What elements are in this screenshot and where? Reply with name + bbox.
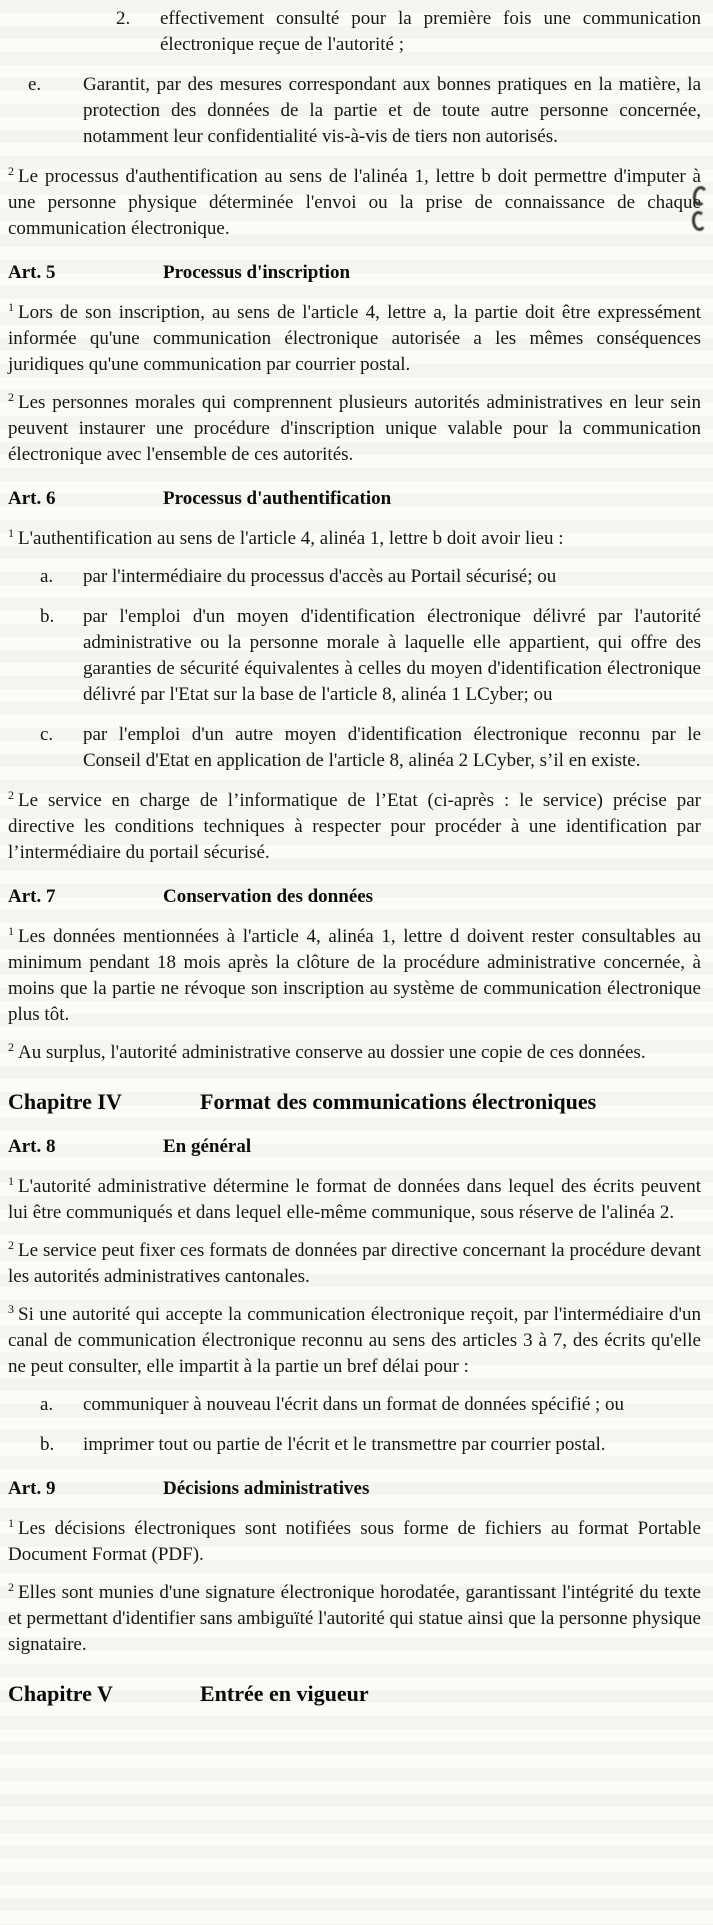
article-heading xyxy=(8,884,701,910)
paragraph xyxy=(8,1174,701,1226)
paragraph xyxy=(8,526,701,552)
list-marker: e. xyxy=(28,74,42,95)
list-item xyxy=(8,1392,701,1418)
paragraph-text: Le service en charge de l’informatique de l’Etat (ci-après : le service) précise par directive les conditions techniques à respecter pour procéder à une identification par l’intermédiaire du portail sécurisé. xyxy=(8,790,701,863)
paragraph-text: Au surplus, l'autorité administrative conserve au dossier une copie de ces données. xyxy=(18,1042,646,1063)
chapter-number: Chapitre IV xyxy=(8,1089,122,1114)
list-item-text: Garantit, par des mesures correspondant aux bonnes pratiques en la matière, la protection des données de la partie et de toute autre personne concernée, notamment leur confidentialité vis-à-vis de tiers non autorisés. xyxy=(83,74,701,147)
paragraph-text: Elles sont munies d'une signature électronique horodatée, garantissant l'intégrité du texte et permettant d'identifier sans ambiguïté l'autorité qui statue ainsi que la personne physique signataire. xyxy=(8,1582,701,1655)
chapter-title: Format des communications électroniques xyxy=(200,1089,597,1114)
paragraph xyxy=(8,300,701,378)
article-number: Art. 5 xyxy=(8,262,56,283)
paragraph-text: L'authentification au sens de l'article 4, alinéa 1, lettre b doit avoir lieu : xyxy=(18,528,564,549)
article-title: En général xyxy=(163,1136,252,1157)
paragraph xyxy=(8,1302,701,1380)
list-item-text: par l'emploi d'un moyen d'identification électronique délivré par l'autorité administrative ou la personne morale à laquelle elle appartient, qui offre des garanties de sécurité équivalentes à celles du moyen d'identification électronique délivré par l'Etat sur la base de l'article 8, alinéa 1 LCyber; ou xyxy=(83,606,701,705)
list-item-text: communiquer à nouveau l'écrit dans un format de données spécifié ; ou xyxy=(83,1394,625,1415)
chapter-heading xyxy=(8,1088,701,1116)
paragraph-number: 2 xyxy=(8,1237,14,1252)
list-item-text: par l'emploi d'un autre moyen d'identification électronique reconnu par le Conseil d'Etat en application de l'article 8, alinéa 2 LCyber, s’il en existe. xyxy=(83,724,701,771)
article-number: Art. 8 xyxy=(8,1136,56,1157)
paragraph-text: L'autorité administrative détermine le format de données dans lequel des écrits peuvent lui être communiqués et dans lequel elle-même communique, sous réserve de l'alinéa 2. xyxy=(8,1176,701,1223)
paragraph-number: 3 xyxy=(8,1301,14,1316)
paragraph xyxy=(8,1580,701,1658)
paragraph-number: 1 xyxy=(8,1173,14,1188)
list-marker: c. xyxy=(40,724,54,745)
list-marker: b. xyxy=(40,606,55,627)
list-item xyxy=(8,6,701,58)
list-item xyxy=(8,1432,701,1458)
paragraph xyxy=(8,1516,701,1568)
paragraph-text: Lors de son inscription, au sens de l'article 4, lettre a, la partie doit être expressément informée qu'une communication électronique autorisée a les mêmes conséquences juridiques qu'une communication par courrier postal. xyxy=(8,302,701,375)
article-heading xyxy=(8,1134,701,1160)
paragraph xyxy=(8,924,701,1028)
article-title: Processus d'authentification xyxy=(163,488,392,509)
list-item-text: par l'intermédiaire du processus d'accès au Portail sécurisé; ou xyxy=(83,566,557,587)
list-marker: a. xyxy=(40,566,54,587)
paragraph xyxy=(8,1040,701,1066)
paragraph-text: Le processus d'authentification au sens de l'alinéa 1, lettre b doit permettre d'imputer à une personne physique déterminée l'envoi ou la prise de connaissance de chaque communication électronique. xyxy=(8,166,701,239)
paragraph-number: 2 xyxy=(8,1039,14,1054)
paragraph-number: 1 xyxy=(8,923,14,938)
chapter-heading xyxy=(8,1680,701,1708)
list-item xyxy=(8,564,701,590)
paragraph-number: 2 xyxy=(8,163,14,178)
article-heading xyxy=(8,260,701,286)
paragraph-text: Le service peut fixer ces formats de données par directive concernant la procédure devant les autorités administratives cantonales. xyxy=(8,1240,701,1287)
paragraph xyxy=(8,1238,701,1290)
article-heading xyxy=(8,1476,701,1502)
article-title: Décisions administratives xyxy=(163,1478,370,1499)
list-item xyxy=(8,72,701,150)
paragraph-text: Si une autorité qui accepte la communication électronique reçoit, par l'intermédiaire d'un canal de communication électronique reconnu au sens des articles 3 à 7, des écrits qu'elle ne peut consulter, elle impartit à la partie un bref délai pour : xyxy=(8,1304,701,1377)
chapter-title: Entrée en vigueur xyxy=(200,1681,369,1706)
list-marker: a. xyxy=(40,1394,54,1415)
chapter-number: Chapitre V xyxy=(8,1681,113,1706)
paragraph-text: Les données mentionnées à l'article 4, alinéa 1, lettre d doivent rester consultables au minimum pendant 18 mois après la clôture de la procédure administrative concernée, à moins que la partie ne révoque son inscription au système de communication électronique plus tôt. xyxy=(8,926,701,1025)
paragraph-number: 1 xyxy=(8,525,14,540)
list-item xyxy=(8,604,701,708)
paragraph xyxy=(8,390,701,468)
paragraph-number: 2 xyxy=(8,389,14,404)
article-title: Processus d'inscription xyxy=(163,262,351,283)
article-number: Art. 6 xyxy=(8,488,56,509)
list-marker: 2. xyxy=(116,8,131,29)
list-item-text: imprimer tout ou partie de l'écrit et le transmettre par courrier postal. xyxy=(83,1434,606,1455)
paragraph-text: Les personnes morales qui comprennent plusieurs autorités administratives en leur sein peuvent instaurer une procédure d'inscription unique valable pour la communication électronique avec l'ensemble de ces autorités. xyxy=(8,392,701,465)
paragraph-number: 1 xyxy=(8,299,14,314)
paragraph-number: 2 xyxy=(8,787,14,802)
paragraph xyxy=(8,164,701,242)
paragraph-number: 2 xyxy=(8,1579,14,1594)
paragraph-text: Les décisions électroniques sont notifiées sous forme de fichiers au format Portable Document Format (PDF). xyxy=(8,1518,701,1565)
list-item-text: effectivement consulté pour la première fois une communication électronique reçue de l'autorité ; xyxy=(160,8,701,55)
article-number: Art. 7 xyxy=(8,886,56,907)
paragraph-number: 1 xyxy=(8,1515,14,1530)
paragraph xyxy=(8,788,701,866)
article-heading xyxy=(8,486,701,512)
article-number: Art. 9 xyxy=(8,1478,56,1499)
list-item xyxy=(8,722,701,774)
list-marker: b. xyxy=(40,1434,55,1455)
article-title: Conservation des données xyxy=(163,886,374,907)
